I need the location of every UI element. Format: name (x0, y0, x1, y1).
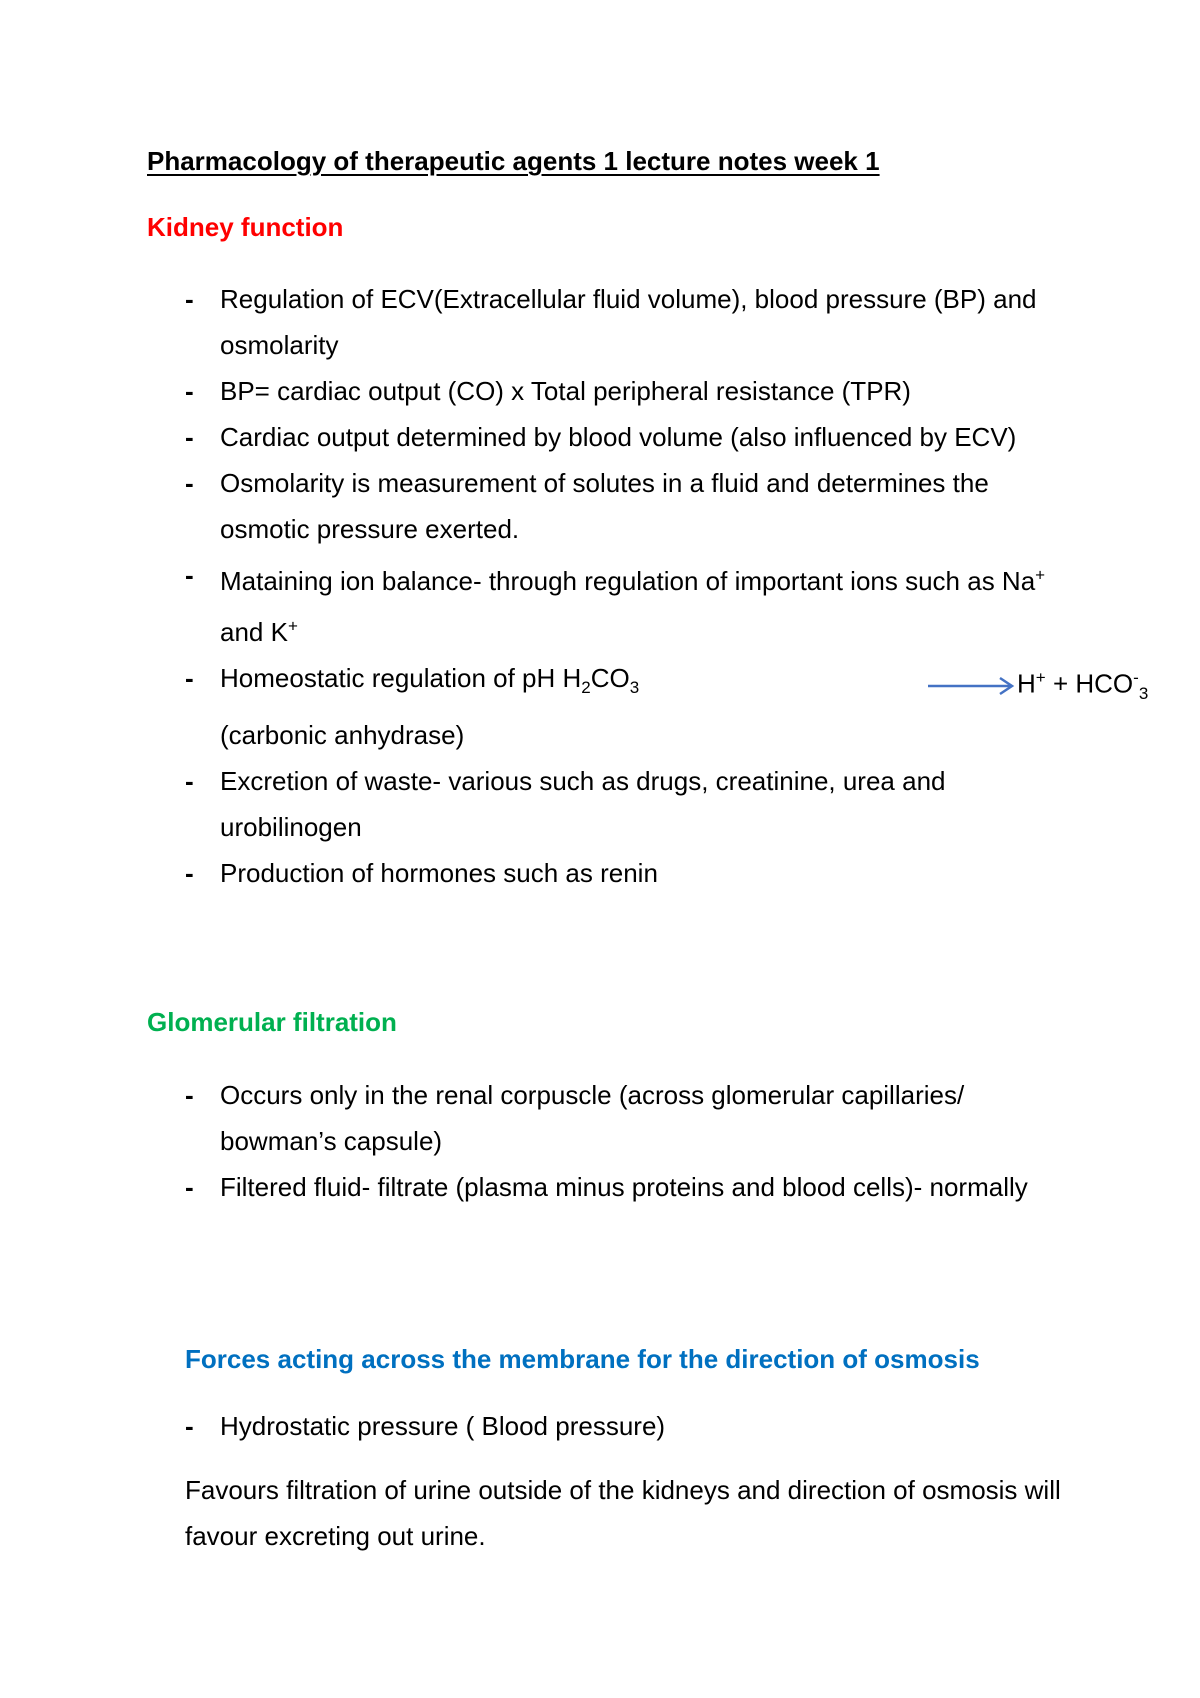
bullet-text: Production of hormones such as renin (220, 857, 658, 888)
list-item (185, 850, 1080, 896)
bullet-text: Hydrostatic pressure ( Blood pressure) (220, 1411, 666, 1441)
list-item (185, 1164, 1080, 1210)
bullet-marker: - (185, 468, 194, 498)
heading-forces-membrane: Forces acting across the membrane for the direction of osmosis (185, 1344, 980, 1374)
equation-product: $H^+ + HCO^-_3$ (1017, 668, 1149, 704)
heading-glomerular-filtration: Glomerular filtration (147, 1007, 397, 1037)
equation-enzyme: (carbonic anhydrase) (220, 719, 465, 750)
bullet-marker: - (185, 765, 194, 796)
forces-list (185, 1403, 1080, 1449)
bullet-marker: - (185, 1080, 194, 1110)
kidney-function-list (185, 276, 1149, 896)
bullet-text: Mataining ion balance- through regulation of important ions such as Na+ and K+ (220, 565, 1046, 648)
list-item-equation (185, 655, 1149, 757)
list-item (185, 368, 1080, 414)
list-item (185, 414, 1080, 460)
bullet-marker: - (185, 376, 194, 406)
bullet-text (220, 655, 1149, 757)
reaction-arrow-icon (926, 667, 1016, 697)
bullet-marker: - (185, 422, 194, 452)
bullet-marker: - (185, 284, 194, 314)
list-item (185, 460, 1080, 552)
bullet-text: Excretion of waste- various such as drugs, creatinine, urea and urobilinogen (220, 765, 946, 842)
document-title: Pharmacology of therapeutic agents 1 lecture notes week 1 (147, 146, 880, 176)
bullet-text: Occurs only in the renal corpuscle (across glomerular capillaries/ bowman’s capsule) (220, 1080, 965, 1156)
glomerular-filtration-list (185, 1072, 1080, 1210)
list-item (185, 276, 1080, 368)
bullet-marker: - (185, 1172, 194, 1202)
list-item (185, 1072, 1080, 1164)
bullet-text: Cardiac output determined by blood volume (also influenced by ECV) (220, 422, 1017, 452)
bullet-text: Osmolarity is measurement of solutes in a fluid and determines the osmotic pressure exerted. (220, 468, 989, 544)
bullet-marker: - (185, 663, 194, 694)
forces-paragraph: Favours filtration of urine outside of the kidneys and direction of osmosis will favour excreting out urine. (185, 1475, 1061, 1551)
bullet-text: Filtered fluid- filtrate (plasma minus proteins and blood cells)- normally (220, 1172, 1028, 1202)
bullet-marker: - (185, 560, 194, 590)
bullet-marker: - (185, 1411, 194, 1441)
list-item (185, 758, 1080, 850)
list-item (185, 1403, 1080, 1449)
bullet-text: Regulation of ECV(Extracellular fluid volume), blood pressure (BP) and osmolarity (220, 284, 1037, 360)
list-item (185, 552, 1080, 655)
equation-reactant: Homeostatic regulation of pH $H_2CO_3$ (220, 663, 640, 698)
heading-kidney-function: Kidney function (147, 212, 344, 242)
bullet-text: BP= cardiac output (CO) x Total peripheral resistance (TPR) (220, 376, 911, 406)
bullet-marker: - (185, 857, 194, 888)
